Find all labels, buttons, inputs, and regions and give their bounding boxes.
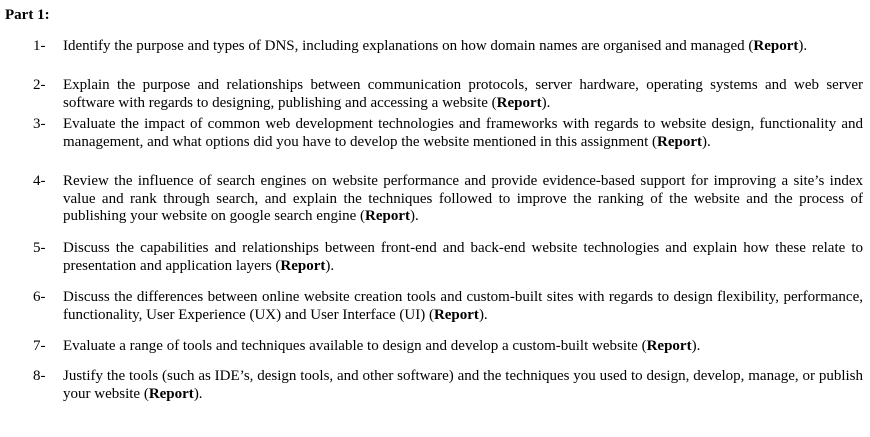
- item-number: 6-: [33, 289, 46, 305]
- report-tag: Report: [433, 306, 479, 323]
- item-text: Evaluate a range of tools and techniques available to design and develop a custom-built website (Report).: [63, 338, 701, 354]
- report-tag: Report: [365, 208, 411, 224]
- item-number: 1-: [33, 38, 46, 54]
- item-text: Discuss the capabilities and relationships between front-end and back-end website technologies and explain how these relate to presentation and application layers (Report).: [63, 240, 863, 274]
- item-text: Review the influence of search engines on website performance and provide evidence-based support for improving a site’s index value and rank through search, and explain the techniques followed to improve the ranking of the website and the process of publishing your website on google search engine (Report).: [63, 173, 863, 224]
- report-tag: Report: [280, 257, 326, 274]
- report-tag: Report: [496, 94, 542, 111]
- report-tag: Report: [657, 133, 703, 150]
- item-text: Evaluate the impact of common web development technologies and frameworks with regards to website design, functionality and management, and what options did you have to develop the website mentioned in this assignment (Report).: [63, 116, 863, 150]
- item-number: 7-: [33, 338, 46, 354]
- report-tag: Report: [753, 38, 799, 54]
- report-tag: Report: [646, 338, 692, 354]
- report-tag: Report: [148, 385, 194, 402]
- item-text: Identify the purpose and types of DNS, including explanations on how domain names are organised and managed (Report).: [63, 38, 808, 54]
- item-text: Discuss the differences between online website creation tools and custom-built sites with regards to design flexibility, performance, functionality, User Experience (UX) and User Interface (UI) (Report).: [63, 289, 863, 323]
- section-heading: Part 1:: [5, 7, 50, 23]
- item-text: Justify the tools (such as IDE’s, design tools, and other software) and the techniques you used to design, develop, manage, or publish your website (Report).: [63, 368, 863, 402]
- item-number: 8-: [33, 368, 46, 384]
- item-number: 4-: [33, 173, 46, 189]
- item-text: Explain the purpose and relationships between communication protocols, server hardware, operating systems and web server software with regards to designing, publishing and accessing a website (Report).: [63, 77, 863, 111]
- item-number: 3-: [33, 116, 46, 132]
- item-number: 5-: [33, 240, 46, 256]
- item-number: 2-: [33, 77, 46, 93]
